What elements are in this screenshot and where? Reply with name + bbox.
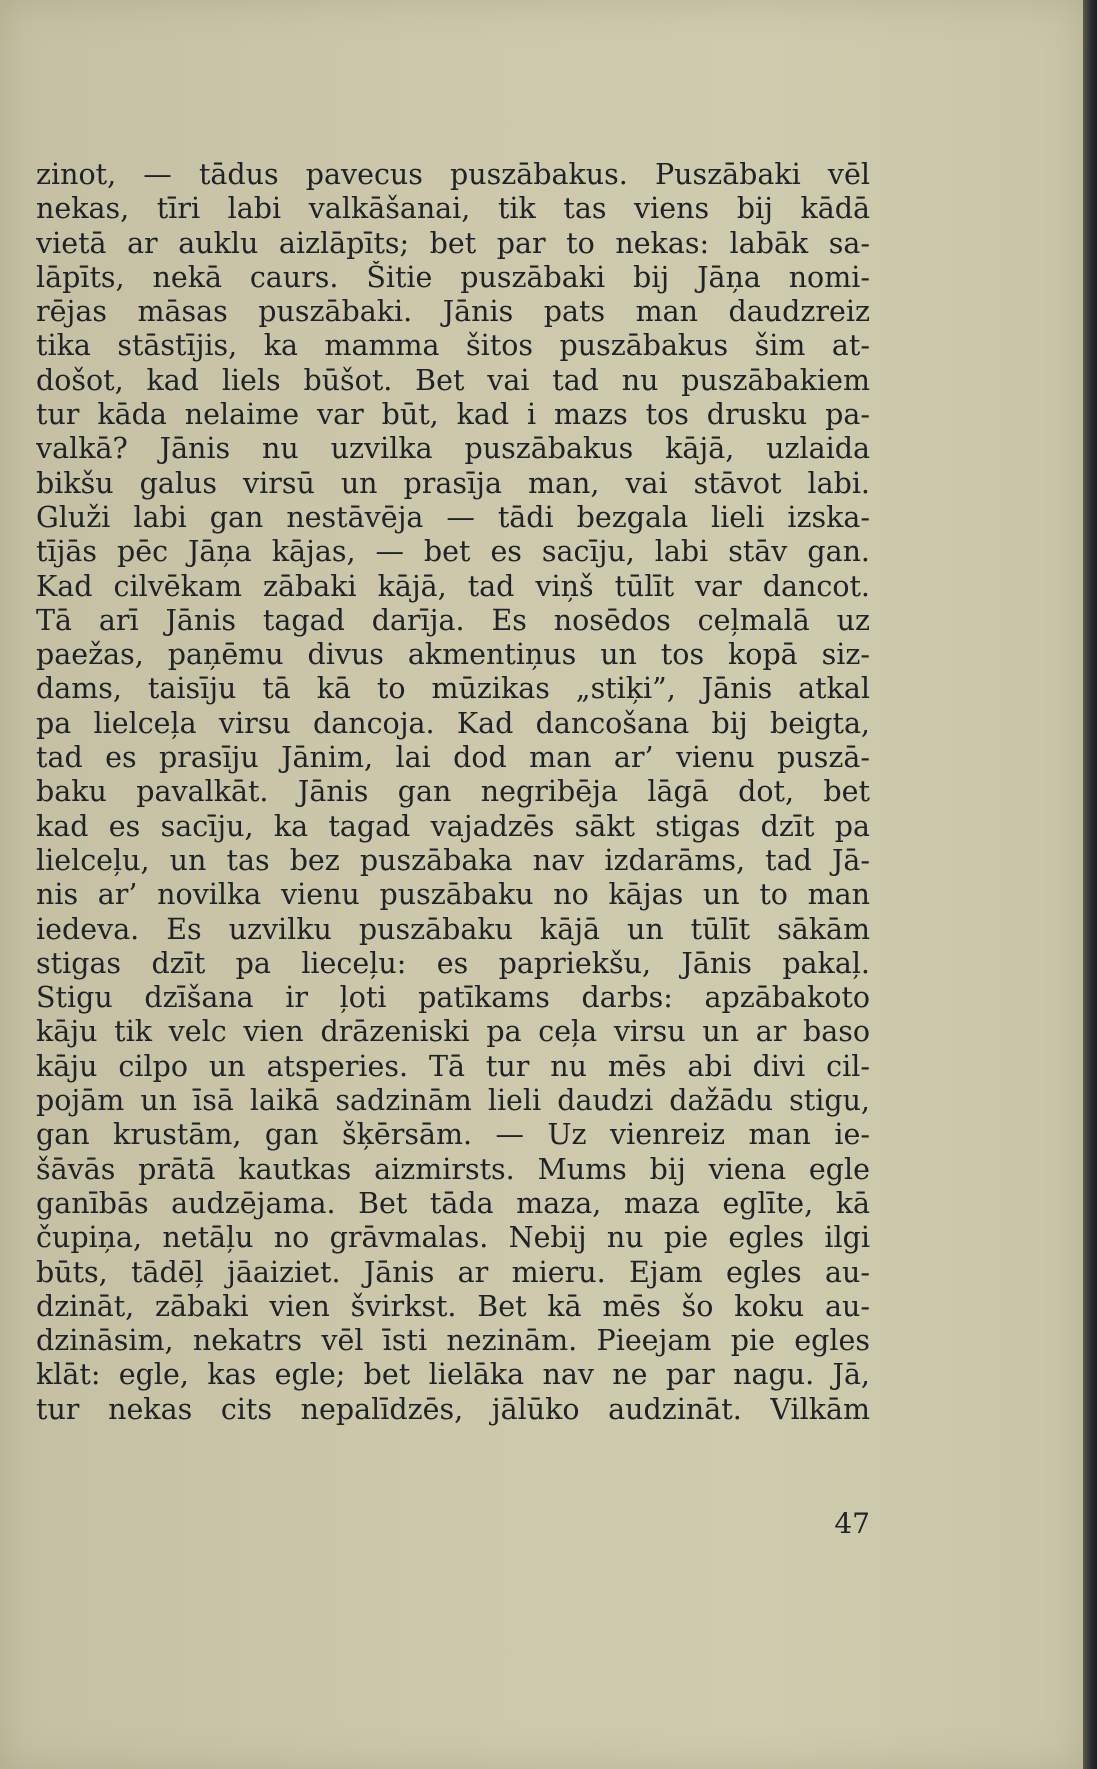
text-line: iedeva. Es uzvilku puszābaku kājā un tūlīt sākām bbox=[36, 912, 870, 946]
text-line: paežas, paņēmu divus akmentiņus un tos kopā siz- bbox=[36, 638, 870, 672]
text-line: došot, kad liels būšot. Bet vai tad nu puszābakiem bbox=[36, 363, 870, 397]
text-line: šāvās prātā kautkas aizmirsts. Mums bij viena egle bbox=[36, 1152, 870, 1186]
text-line: rējas māsas puszābaki. Jānis pats man daudzreiz bbox=[36, 295, 870, 329]
text-line: gan krustām, gan šķērsām. — Uz vienreiz man ie- bbox=[36, 1118, 870, 1152]
text-line: tad es prasīju Jānim, lai dod man ar’ vienu puszā- bbox=[36, 741, 870, 775]
text-line: bikšu galus virsū un prasīja man, vai stāvot labi. bbox=[36, 466, 870, 500]
body-text bbox=[36, 158, 870, 1427]
text-line: dams, taisīju tā kā to mūzikas „stiķi”, Jānis atkal bbox=[36, 672, 870, 706]
text-line: pa lielceļa virsu dancoja. Kad dancošana bij beigta, bbox=[36, 706, 870, 740]
text-line: nekas, tīri labi valkāšanai, tik tas viens bij kādā bbox=[36, 192, 870, 226]
text-line: klāt: egle, kas egle; bet lielāka nav ne par nagu. Jā, bbox=[36, 1358, 870, 1392]
text-line: baku pavalkāt. Jānis gan negribēja lāgā dot, bet bbox=[36, 775, 870, 809]
text-line: ganībās audzējama. Bet tāda maza, maza eglīte, kā bbox=[36, 1186, 870, 1220]
text-line: kad es sacīju, ka tagad vajadzēs sākt stigas dzīt pa bbox=[36, 809, 870, 843]
text-line: stigas dzīt pa lieceļu: es papriekšu, Jānis pakaļ. bbox=[36, 946, 870, 980]
text-line: lielceļu, un tas bez puszābaka nav izdarāms, tad Jā- bbox=[36, 843, 870, 877]
text-line: zinot, — tādus pavecus puszābakus. Puszābaki vēl bbox=[36, 158, 870, 191]
text-line: tika stāstījis, ka mamma šitos puszābakus šim at- bbox=[36, 329, 870, 363]
text-line: kāju tik velc vien drāzeniski pa ceļa virsu un ar baso bbox=[36, 1015, 870, 1049]
text-line: dzināsim, nekatrs vēl īsti nezinām. Pieejam pie egles bbox=[36, 1324, 870, 1358]
text-line: Gluži labi gan nestāvēja — tādi bezgala lieli izska- bbox=[36, 500, 870, 534]
book-gutter bbox=[1083, 0, 1097, 1769]
text-line: lāpīts, nekā caurs. Šitie puszābaki bij Jāņa nomi- bbox=[36, 260, 870, 294]
text-line: čupiņa, netāļu no grāvmalas. Nebij nu pie egles ilgi bbox=[36, 1221, 870, 1255]
text-line: valkā? Jānis nu uzvilka puszābakus kājā, uzlaida bbox=[36, 432, 870, 466]
text-line: Kad cilvēkam zābaki kājā, tad viņš tūlīt var dancot. bbox=[36, 569, 870, 603]
text-line: kāju cilpo un atsperies. Tā tur nu mēs abi divi cil- bbox=[36, 1049, 870, 1083]
text-line: Tā arī Jānis tagad darīja. Es nosēdos ceļmalā uz bbox=[36, 603, 870, 637]
text-line: būts, tādēļ jāaiziet. Jānis ar mieru. Ejam egles au- bbox=[36, 1255, 870, 1289]
text-line: tur kāda nelaime var būt, kad i mazs tos drusku pa- bbox=[36, 398, 870, 432]
text-line: tur nekas cits nepalīdzēs, jālūko audzināt. Vilkām bbox=[36, 1392, 870, 1426]
text-line: pojām un īsā laikā sadzinām lieli daudzi dažādu stigu, bbox=[36, 1084, 870, 1118]
page-number: 47 bbox=[834, 1507, 870, 1540]
text-line: tījās pēc Jāņa kājas, — bet es sacīju, labi stāv gan. bbox=[36, 535, 870, 569]
text-line: nis ar’ novilka vienu puszābaku no kājas un to man bbox=[36, 878, 870, 912]
text-line: vietā ar auklu aizlāpīts; bet par to nekas: labāk sa- bbox=[36, 226, 870, 260]
text-line: dzināt, zābaki vien švirkst. Bet kā mēs šo koku au- bbox=[36, 1289, 870, 1323]
text-line: Stigu dzīšana ir ļoti patīkams darbs: apzābakoto bbox=[36, 981, 870, 1015]
